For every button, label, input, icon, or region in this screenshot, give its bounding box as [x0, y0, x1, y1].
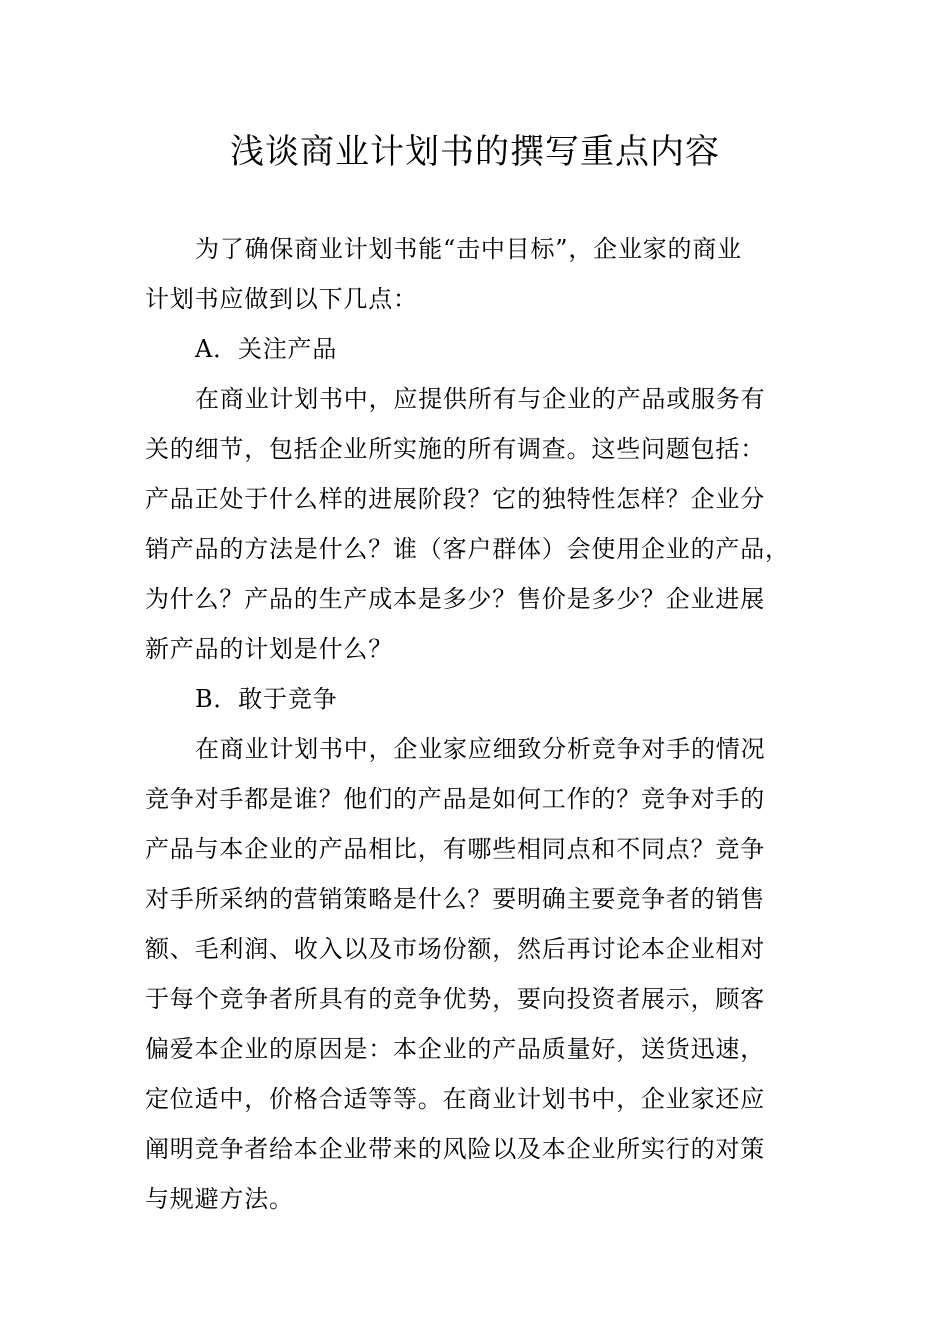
text-line: 产品正处于什么样的进展阶段？它的独特性怎样？企业分 — [145, 485, 765, 513]
text-line: 关的细节，包括企业所实施的所有调查。这些问题包括： — [145, 435, 765, 463]
text-line: 于每个竞争者所具有的竞争优势，要向投资者展示，顾客 — [145, 985, 765, 1013]
text-line: A．关注产品 — [195, 335, 338, 363]
page-title: 浅谈商业计划书的撰写重点内容 — [230, 132, 720, 172]
text-line: 在商业计划书中，应提供所有与企业的产品或服务有 — [195, 385, 766, 413]
text-line: 对手所采纳的营销策略是什么？要明确主要竞争者的销售 — [145, 885, 765, 913]
text-line: 计划书应做到以下几点： — [145, 285, 418, 313]
text-line: 为什么？产品的生产成本是多少？售价是多少？企业进展 — [145, 585, 765, 613]
text-line: 竞争对手都是谁？他们的产品是如何工作的？竞争对手的 — [145, 785, 765, 813]
text-line: 销产品的方法是什么？谁（客户群体）会使用企业的产品， — [145, 535, 790, 563]
text-line: B．敢于竞争 — [195, 685, 338, 713]
document-body — [145, 224, 815, 1224]
text-line: 在商业计划书中，企业家应细致分析竞争对手的情况 — [195, 735, 766, 763]
text-line: 为了确保商业计划书能“击中目标”，企业家的商业 — [195, 235, 742, 263]
text-line: 偏爱本企业的原因是：本企业的产品质量好，送货迅速， — [145, 1035, 765, 1063]
text-line: 阐明竞争者给本企业带来的风险以及本企业所实行的对策 — [145, 1135, 765, 1163]
text-line: 定位适中，价格合适等等。在商业计划书中，企业家还应 — [145, 1085, 765, 1113]
text-line: 与规避方法。 — [145, 1185, 294, 1213]
text-line: 额、毛利润、收入以及市场份额，然后再讨论本企业相对 — [145, 935, 765, 963]
text-line: 新产品的计划是什么？ — [145, 635, 393, 663]
text-line: 产品与本企业的产品相比，有哪些相同点和不同点？竞争 — [145, 835, 765, 863]
